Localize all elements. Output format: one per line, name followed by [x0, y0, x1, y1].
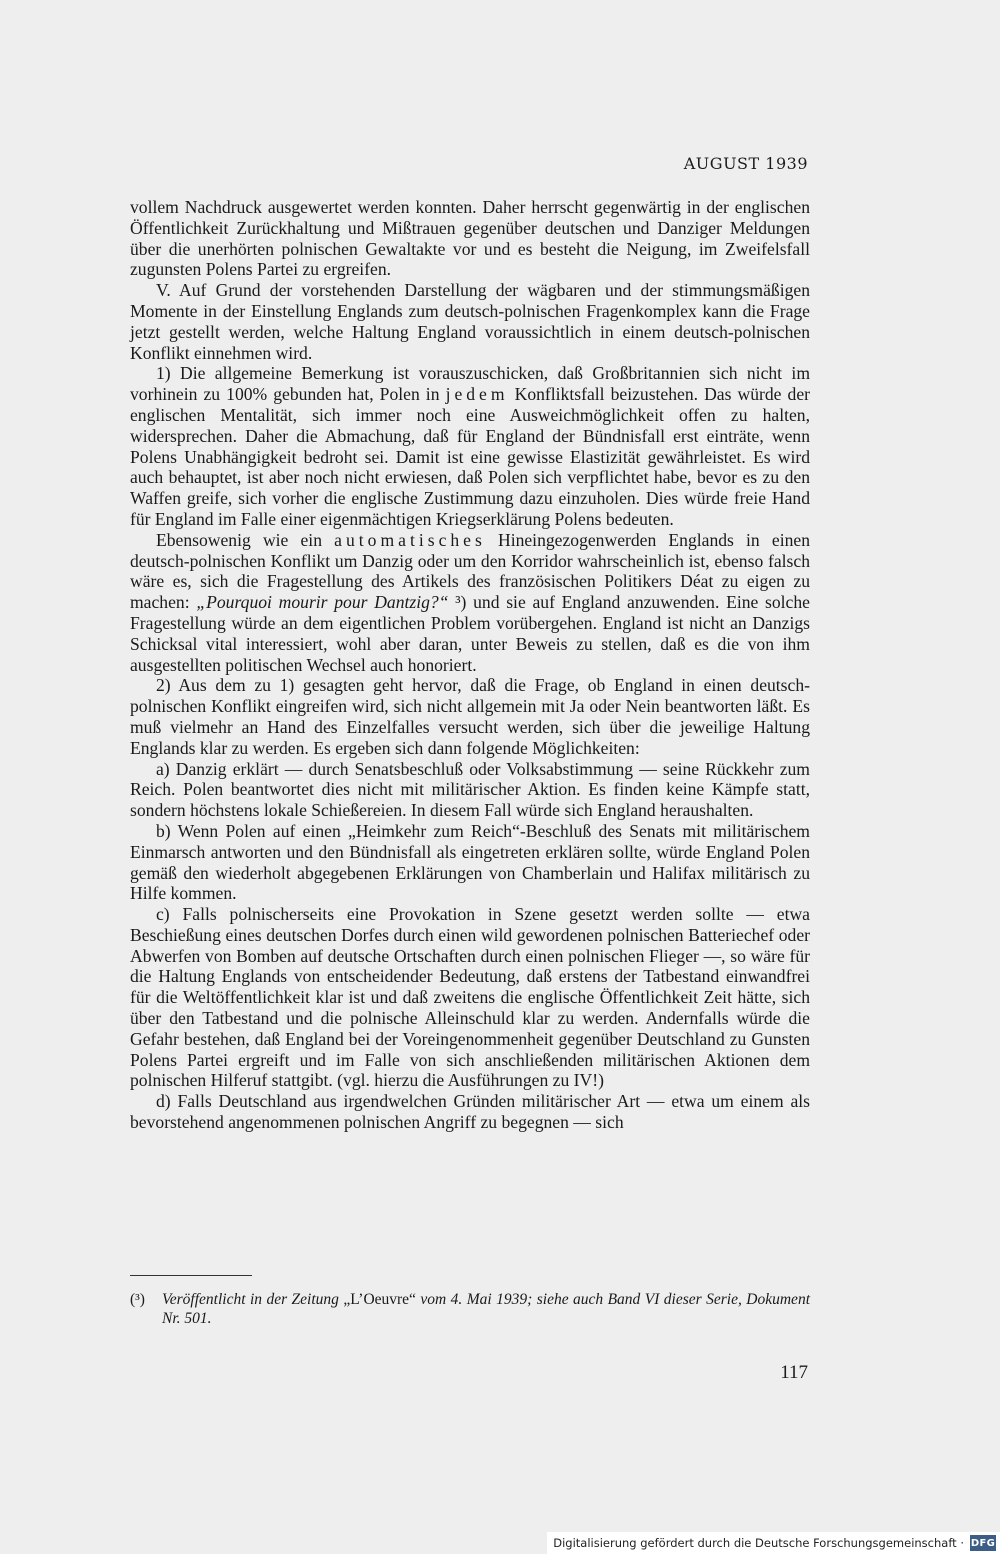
paragraph-4-quote: „Pourquoi mourir pour Dantzig?“: [196, 592, 449, 613]
paragraph-4: [130, 530, 810, 676]
running-head: AUGUST 1939: [683, 154, 808, 173]
paragraph-5: 2) Aus dem zu 1) gesagten geht hervor, daß die Frage, ob England in einen deutsch-polnischen Konflikt eingreifen wird, sich nicht allgemein mit Ja oder Nein beantworten läßt. Es muß vielmehr an Hand des Einzelfalles versucht werden, sich über die jeweilige Haltung Englands klar zu werden. Es ergeben sich dann folgende Möglichkeiten:: [130, 675, 810, 758]
footnote-text-a: Veröffentlicht in der Zeitung: [162, 1291, 344, 1308]
paragraph-7: b) Wenn Polen auf einen „Heimkehr zum Reich“-Beschluß des Senats mit militärischem Einmarsch antworten und den Bündnisfall als eingetreten erklären sollte, würde England Polen gemäß den wiederholt abgegebenen Erklärungen von Chamberlain und Halifax militärisch zu Hilfe kommen.: [130, 820, 810, 904]
funding-credit-text: Digitalisierung gefördert durch die Deutsche Forschungsgemeinschaft ·: [553, 1536, 964, 1550]
paragraph-4-part-a: Ebensowenig wie ein: [156, 529, 335, 550]
paragraph-6: a) Danzig erklärt — durch Senatsbeschluß oder Volksabstimmung — seine Rückkehr zum Reich. Polen beantwortet dies nicht mit militärischer Aktion. Es finden keine Kämpfe statt, sondern höchstens lokale Schießereien. In diesem Fall würde sich England heraushalten.: [130, 758, 810, 821]
paragraph-4-emphasis: automatisches: [334, 529, 486, 550]
funding-credit-bar: [547, 1532, 1000, 1554]
dfg-logo-icon: DFG: [970, 1535, 996, 1551]
footnote: [130, 1290, 810, 1328]
footnote-text: [162, 1290, 810, 1328]
paragraph-1: vollem Nachdruck ausgewertet werden konnten. Daher herrscht gegenwärtig in der englischen Öffentlichkeit Zurückhaltung und Mißtrauen gegenüber deutschen und Danziger Meldungen über die unerhörten polnischen Gewaltakte vor und es besteht die Neigung, im Zweifelsfall zugunsten Polens Partei zu ergreifen.: [130, 197, 810, 280]
footnote-mark: (³): [130, 1291, 145, 1308]
footnote-newspaper-name: „L’Oeuvre“: [343, 1291, 416, 1308]
paragraph-3-part-a: 1) Die allgemeine Bemerkung ist vorauszuschicken, daß Großbritannien sich nicht im vorhinein zu 100% gebunden hat, Polen in: [130, 363, 810, 405]
footnote-text-b: vom 4. Mai 1939; siehe auch Band VI dieser Serie, Dokument Nr. 501.: [162, 1291, 810, 1327]
paragraph-8: c) Falls polnischerseits eine Provokation in Szene gesetzt werden sollte — etwa Beschießung eines deutschen Dorfes durch einen wild gewordenen polnischen Batteriechef oder Abwerfen von Bomben auf deutsche Ortschaften durch einen polnischen Flieger —, so wäre für die Haltung Englands von entscheidender Bedeutung, daß erstens der Tatbestand einwandfrei für die Weltöffentlichkeit klar ist und daß zweitens die englische Öffentlichkeit Zeit hätte, sich über den Tatbestand und die polnische Alleinschuld klar zu werden. Andernfalls würde die Gefahr bestehen, daß England bei der Voreingenommenheit gegenüber Deutschland zu Gunsten Polens Partei ergreift und im Falle von sich anschließenden militärischen Aktionen dem polnischen Hilferuf stattgibt. (vgl. hierzu die Ausführungen zu IV!): [130, 904, 810, 1091]
paragraph-4-part-b: Hineingezogenwerden Englands in einen deutsch-polnischen Konflikt um Danzig oder um den Korridor wahrscheinlich ist, ebenso falsch wäre es, sich die Fragestellung des Artikels des französischen Politikers Déat zu eigen zu machen:: [130, 529, 810, 613]
footnote-divider: [130, 1275, 252, 1276]
paragraph-3-part-b: Konfliktsfall beizustehen. Das würde der englischen Mentalität, sich immer noch eine Ausweichmöglichkeit offen zu halten, widersprechen. Daher die Abmachung, daß für England der Bündnisfall erst einträte, wenn Polens Unabhängigkeit bedroht sei. Damit ist eine gewisse Elastizität gewährleistet. Es wird auch behauptet, ist aber noch nicht erwiesen, daß Polen sich verpflichtet habe, bevor es zu den Waffen greife, sich vorher die englische Zustimmung dazu einzuholen. Dies würde freie Hand für England im Falle einer eigenmächtigen Kriegserklärung Polens bedeuten.: [130, 384, 811, 529]
body-text: [130, 197, 810, 1133]
page-number: 117: [780, 1362, 808, 1383]
footnote-reference: ³): [448, 592, 467, 613]
paragraph-3-emphasis: jedem: [445, 384, 509, 405]
paragraph-9: d) Falls Deutschland aus irgendwelchen Gründen militärischer Art — etwa um einem als bevorstehend angenommenen polnischen Angriff zu begegnen — sich: [130, 1091, 810, 1133]
paragraph-4-part-c: und sie auf England anzuwenden. Eine solche Fragestellung würde an dem eigentlichen Problem vorübergehen. England ist nicht an Danzigs Schicksal vital interessiert, wohl aber daran, unter Beweis zu stellen, daß es die von ihm ausgestellten politischen Wechsel auch honoriert.: [130, 592, 810, 675]
paragraph-2: V. Auf Grund der vorstehenden Darstellung der wägbaren und der stimmungsmäßigen Momente in der Einstellung Englands zum deutsch-polnischen Fragenkomplex kann die Frage jetzt gestellt werden, welche Haltung England voraussichtlich in einem deutsch-polnischen Konflikt einnehmen wird.: [130, 280, 810, 363]
paragraph-3: [130, 363, 810, 529]
